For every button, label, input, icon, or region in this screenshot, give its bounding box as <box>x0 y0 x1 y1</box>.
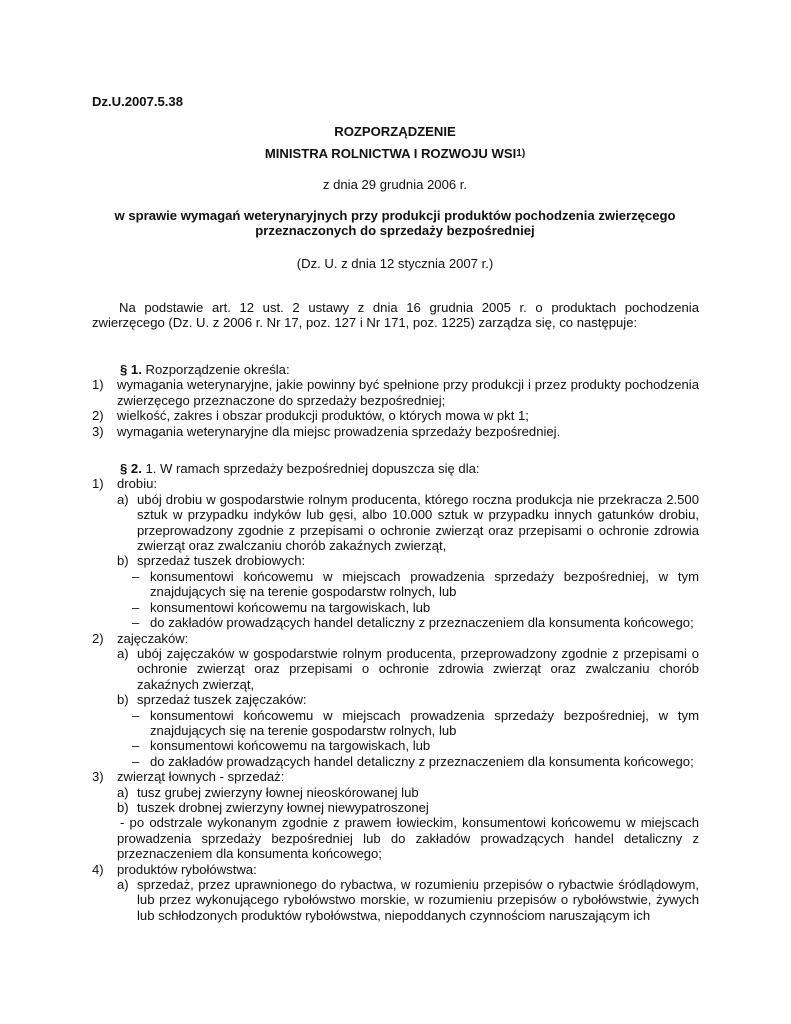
list-item <box>92 862 699 877</box>
sub-item-letter: a) <box>117 877 129 892</box>
dash-marker: – <box>132 599 140 615</box>
sub-item <box>92 785 699 800</box>
sub-item-letter: a) <box>117 645 129 661</box>
sub-item-letter: a) <box>117 784 129 800</box>
item-text: drobiu: <box>117 476 158 492</box>
dash-item <box>92 569 699 600</box>
sub-item <box>92 646 699 692</box>
sub-item-letter: a) <box>117 491 129 507</box>
item-text: zwierząt łownych - sprzedaż: <box>117 769 285 785</box>
dash-marker: – <box>132 738 140 754</box>
sub-item <box>92 800 699 815</box>
item-number: 4) <box>92 861 104 877</box>
section-2-heading <box>92 461 699 476</box>
section-1-heading <box>92 362 699 377</box>
dash-item <box>92 754 699 769</box>
issuing-authority <box>90 146 700 163</box>
item-number: 3) <box>92 423 104 439</box>
list-item <box>92 769 699 784</box>
dash-item <box>92 600 699 615</box>
sub-item <box>92 877 699 923</box>
sub-item-text: sprzedaż tuszek drobiowych: <box>137 553 306 569</box>
note-text: - po odstrzale wykonanym zgodnie z prawem łowieckim, konsumentowi końcowemu w miejscach prowadzenia sprzedaży bezpośredniej lub do zakładów prowadzących handel detaliczny z przeznaczeniem dla konsumenta końcowego; <box>117 815 699 862</box>
list-item <box>92 631 699 646</box>
sub-item-text: ubój drobiu w gospodarstwie rolnym producenta, którego roczna produkcja nie przekracza 2.500 sztuk w przypadku indyków lub gęsi, albo 10.000 sztuk w przypadku innych gatunków drobiu, przeprowadzony zgodnie z przepisami o ochronie zwierząt oraz przepisami o ochronie zdrowia zwierząt oraz zwalczaniu chorób zakaźnych zwierząt, <box>137 491 699 554</box>
dash-item-text: do zakładów prowadzących handel detaliczny z przeznaczeniem dla konsumenta końcowego; <box>150 753 694 769</box>
dash-item-text: konsumentowi końcowemu na targowiskach, lub <box>150 738 431 754</box>
journal-reference: Dz.U.2007.5.38 <box>92 94 183 109</box>
sub-item <box>92 692 699 707</box>
dash-item-text: konsumentowi końcowemu na targowiskach, lub <box>150 599 431 615</box>
legal-basis-paragraph: Na podstawie art. 12 ust. 2 ustawy z dnia 16 grudnia 2005 r. o produktach pochodzenia zwierzęcego (Dz. U. z 2006 r. Nr 17, poz. 127 i Nr 171, poz. 1225) zarządza się, co następuje: <box>92 300 699 331</box>
sub-item-text: sprzedaż, przez uprawnionego do rybactwa, w rozumieniu przepisów o rybactwie śródlądowym, lub przez wykonującego rybołówstwo morskie, w rozumieniu przepisów o rybołówstwie, żywych lub schłodzonych produktów rybołówstwa, niepoddanych czynnościom naruszającym ich <box>137 877 699 923</box>
section-mark: § 2. <box>120 461 142 477</box>
sub-item <box>92 492 699 554</box>
regulation-body <box>92 362 699 923</box>
authority-name: MINISTRA ROLNICTWA I ROZWOJU WSI <box>264 146 517 161</box>
sub-item-text: sprzedaż tuszek zajęczaków: <box>137 692 307 708</box>
spacer <box>92 439 699 461</box>
item-text: produktów rybołówstwa: <box>117 861 257 877</box>
publication-note: (Dz. U. z dnia 12 stycznia 2007 r.) <box>296 256 494 271</box>
dash-marker: – <box>132 568 140 584</box>
list-item <box>92 408 699 423</box>
dash-marker: – <box>132 753 140 769</box>
list-item <box>92 377 699 408</box>
section-text: Rozporządzenie określa: <box>141 362 290 377</box>
regulation-title: ROZPORZĄDZENIE <box>334 124 456 139</box>
item-number: 2) <box>92 408 104 424</box>
sub-item-letter: b) <box>117 799 129 815</box>
item-number: 1) <box>92 377 104 393</box>
sub-item-letter: b) <box>117 553 129 569</box>
sub-item-text: ubój zajęczaków w gospodarstwie rolnym producenta, przeprowadzony zgodnie z przepisami o ochronie zwierząt oraz przepisami o ochronie zdrowia zwierząt oraz zwalczaniu chorób zakaźnych zwierząt, <box>137 645 699 692</box>
item-text: zajęczaków: <box>117 630 189 646</box>
dash-marker: – <box>132 615 140 631</box>
issue-date: z dnia 29 grudnia 2006 r. <box>322 177 468 192</box>
dash-item <box>92 615 699 630</box>
dash-item <box>92 738 699 753</box>
item-number: 3) <box>92 769 104 785</box>
dash-item-text: konsumentowi końcowemu w miejscach prowadzenia sprzedaży bezpośredniej, w tym znajdujących się na terenie gospodarstw rolnych, lub <box>150 707 699 738</box>
item-text: wielkość, zakres i obszar produkcji produktów, o których mowa w pkt 1; <box>117 408 529 424</box>
section-mark: § 1. <box>120 362 142 377</box>
dash-marker: – <box>132 707 140 723</box>
item-number: 2) <box>92 630 104 646</box>
dash-item-text: do zakładów prowadzących handel detaliczny z przeznaczeniem dla konsumenta końcowego; <box>150 615 694 631</box>
section-text: 1. W ramach sprzedaży bezpośredniej dopuszcza się dla: <box>141 461 480 477</box>
item-text: wymagania weterynaryjne, jakie powinny być spełnione przy produkcji i przez produkty pochodzenia zwierzęcego przeznaczone do sprzedaży bezpośredniej; <box>117 377 699 408</box>
list-item <box>92 424 699 439</box>
footnote-marker[interactable]: 1) <box>516 148 526 159</box>
sub-item-text: tusz grubej zwierzyny łownej nieoskórowanej lub <box>137 784 419 800</box>
sub-item <box>92 553 699 568</box>
item-number: 1) <box>92 476 104 492</box>
sub-item-letter: b) <box>117 692 129 708</box>
item-text: wymagania weterynaryjne dla miejsc prowadzenia sprzedaży bezpośredniej. <box>117 423 561 439</box>
hunting-note <box>92 815 699 861</box>
regulation-subject: w sprawie wymagań weterynaryjnych przy produkcji produktów pochodzenia zwierzęcego przeznaczonych do sprzedaży bezpośredniej <box>114 208 676 239</box>
list-item <box>92 476 699 491</box>
dash-item-text: konsumentowi końcowemu w miejscach prowadzenia sprzedaży bezpośredniej, w tym znajdujących się na terenie gospodarstw rolnych, lub <box>150 568 699 600</box>
dash-item <box>92 708 699 739</box>
sub-item-text: tuszek drobnej zwierzyny łownej niewypatroszonej <box>137 799 429 815</box>
